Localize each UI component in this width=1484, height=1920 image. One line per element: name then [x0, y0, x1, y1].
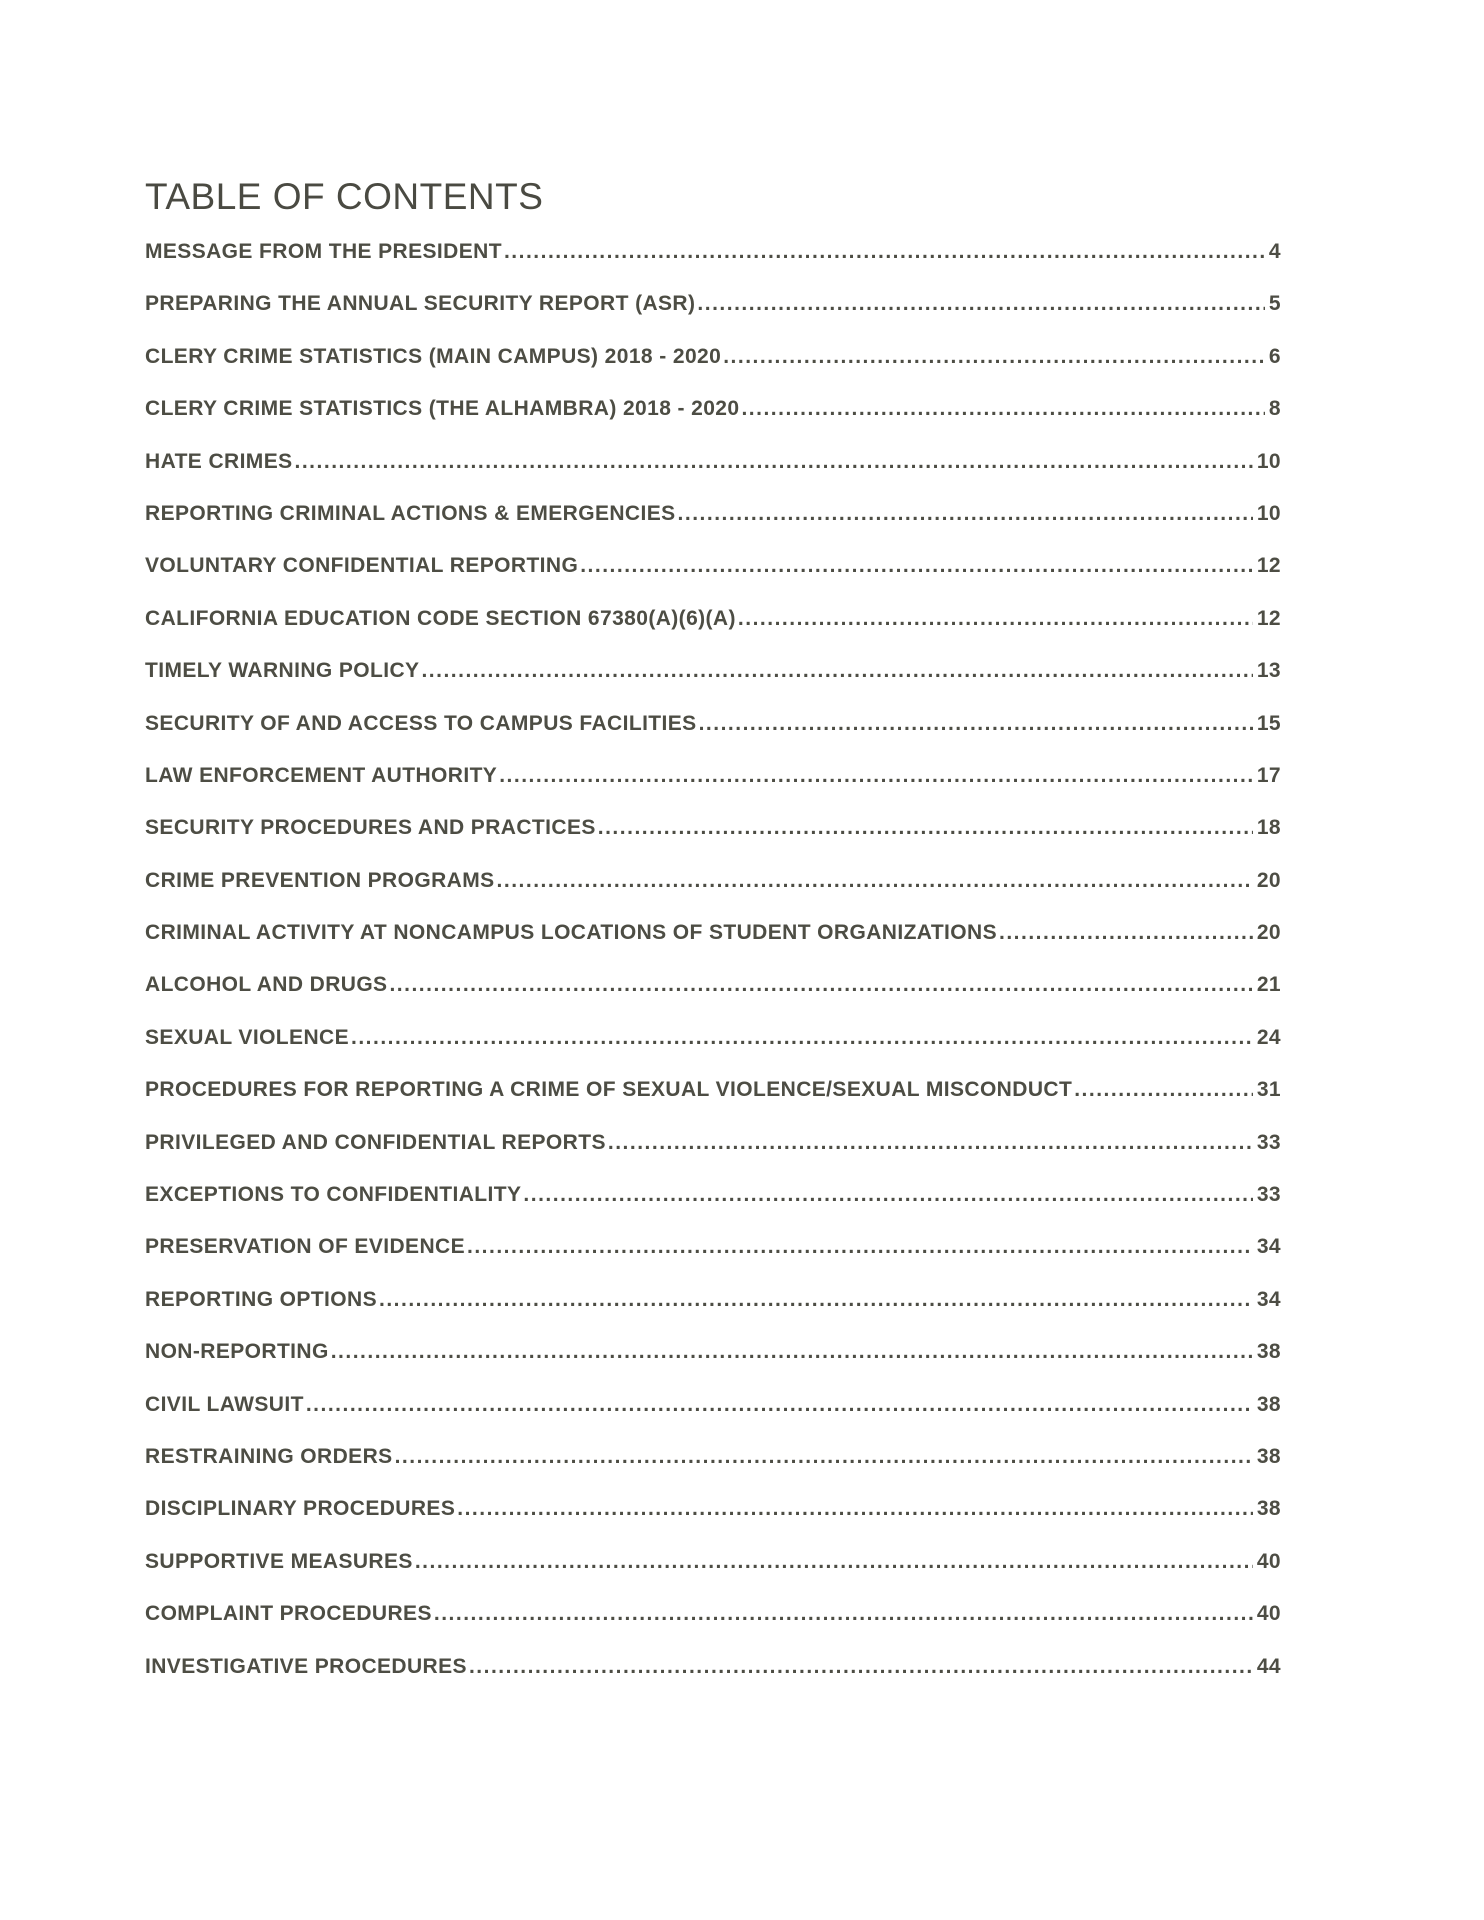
toc-entry-label: MESSAGE FROM THE PRESIDENT — [145, 240, 502, 263]
toc-entry-label: CRIME PREVENTION PROGRAMS — [145, 868, 495, 892]
dot-leader — [598, 816, 1253, 840]
dot-leader — [723, 345, 1265, 369]
toc-entry-label: PROCEDURES FOR REPORTING A CRIME OF SEXUAL VIOLENCE/SEXUAL MISCONDUCT — [145, 1078, 1073, 1102]
toc-entry[interactable] — [145, 816, 1281, 868]
dot-leader — [295, 450, 1253, 474]
toc-entry-label: SECURITY PROCEDURES AND PRACTICES — [145, 816, 596, 840]
toc-entry-page: 38 — [1256, 1444, 1281, 1468]
toc-entry-label: NON-REPORTING — [145, 1340, 329, 1364]
toc-entry-label: ALCOHOL AND DRUGS — [145, 973, 388, 997]
toc-entry-page: 34 — [1256, 1287, 1281, 1311]
toc-entry-label: CLERY CRIME STATISTICS (THE ALHAMBRA) 2018 - 2020 — [145, 397, 740, 421]
toc-entry[interactable] — [145, 764, 1281, 816]
toc-entry-page: 12 — [1256, 606, 1281, 630]
dot-leader — [999, 921, 1253, 945]
toc-entry-page: 17 — [1256, 763, 1281, 787]
toc-entry[interactable] — [145, 554, 1281, 606]
toc-entry-label: SECURITY OF AND ACCESS TO CAMPUS FACILITIES — [145, 711, 697, 735]
toc-entry-page: 4 — [1268, 240, 1281, 263]
dot-leader — [697, 292, 1265, 316]
dot-leader — [504, 240, 1265, 264]
toc-entry-page: 33 — [1256, 1183, 1281, 1207]
toc-entry-label: PREPARING THE ANNUAL SECURITY REPORT (ASR) — [145, 292, 696, 316]
toc-entry-label: EXCEPTIONS TO CONFIDENTIALITY — [145, 1183, 522, 1207]
toc-entry-page: 6 — [1268, 344, 1281, 368]
dot-leader — [395, 1445, 1253, 1469]
dot-leader — [457, 1497, 1253, 1521]
toc-entry-label: INVESTIGATIVE PROCEDURES — [145, 1654, 467, 1678]
toc-entry-page: 33 — [1256, 1130, 1281, 1154]
toc-entry-page: 38 — [1256, 1497, 1281, 1521]
dot-leader — [497, 869, 1253, 893]
toc-entry-label: SUPPORTIVE MEASURES — [145, 1549, 413, 1573]
toc-entry-page: 38 — [1256, 1340, 1281, 1364]
dot-leader — [580, 554, 1253, 578]
toc-entry[interactable] — [145, 1340, 1281, 1392]
dot-leader — [678, 502, 1253, 526]
toc-entry[interactable] — [145, 1288, 1281, 1340]
toc-entry-page: 40 — [1256, 1602, 1281, 1626]
toc-entry-page: 13 — [1256, 659, 1281, 683]
toc-entry[interactable] — [145, 292, 1281, 344]
toc-entry[interactable] — [145, 502, 1281, 554]
toc-entry[interactable] — [145, 1602, 1281, 1654]
toc-entry-page: 44 — [1256, 1654, 1281, 1678]
toc-entry-label: LAW ENFORCEMENT AUTHORITY — [145, 763, 498, 787]
dot-leader — [434, 1602, 1253, 1626]
toc-list — [145, 240, 1281, 1707]
dot-leader — [523, 1183, 1252, 1207]
dot-leader — [421, 659, 1252, 683]
toc-entry[interactable] — [145, 450, 1281, 502]
toc-entry[interactable] — [145, 869, 1281, 921]
dot-leader — [741, 397, 1264, 421]
toc-entry[interactable] — [145, 921, 1281, 973]
toc-entry-page: 21 — [1256, 973, 1281, 997]
toc-entry-page: 15 — [1256, 711, 1281, 735]
toc-entry-label: DISCIPLINARY PROCEDURES — [145, 1497, 456, 1521]
toc-entry[interactable] — [145, 607, 1281, 659]
dot-leader — [499, 764, 1253, 788]
toc-entry-page: 20 — [1256, 868, 1281, 892]
dot-leader — [738, 607, 1253, 631]
dot-leader — [467, 1235, 1253, 1259]
toc-entry-label: RESTRAINING ORDERS — [145, 1444, 393, 1468]
toc-entry[interactable] — [145, 1393, 1281, 1445]
dot-leader — [608, 1131, 1253, 1155]
toc-entry-page: 5 — [1268, 292, 1281, 316]
toc-title: TABLE OF CONTENTS — [145, 176, 544, 217]
toc-entry-label: VOLUNTARY CONFIDENTIAL REPORTING — [145, 554, 579, 578]
toc-entry[interactable] — [145, 973, 1281, 1025]
dot-leader — [306, 1393, 1253, 1417]
toc-entry-page: 10 — [1256, 501, 1281, 525]
toc-entry[interactable] — [145, 1235, 1281, 1287]
toc-entry-label: HATE CRIMES — [145, 449, 293, 473]
dot-leader — [379, 1288, 1253, 1312]
toc-entry-label: CIVIL LAWSUIT — [145, 1392, 304, 1416]
dot-leader — [469, 1655, 1253, 1679]
dot-leader — [1074, 1078, 1253, 1102]
toc-entry-label: CLERY CRIME STATISTICS (MAIN CAMPUS) 2018 - 2020 — [145, 344, 722, 368]
toc-entry-page: 38 — [1256, 1392, 1281, 1416]
toc-entry-label: TIMELY WARNING POLICY — [145, 659, 420, 683]
toc-entry-page: 12 — [1256, 554, 1281, 578]
toc-entry-label: REPORTING OPTIONS — [145, 1287, 377, 1311]
toc-entry-label: REPORTING CRIMINAL ACTIONS & EMERGENCIES — [145, 501, 676, 525]
toc-entry-page: 31 — [1256, 1078, 1281, 1102]
toc-entry[interactable] — [145, 712, 1281, 764]
toc-entry[interactable] — [145, 1445, 1281, 1497]
toc-entry[interactable] — [145, 1655, 1281, 1707]
dot-leader — [389, 973, 1252, 997]
toc-entry-label: CRIMINAL ACTIVITY AT NONCAMPUS LOCATIONS OF STUDENT ORGANIZATIONS — [145, 921, 997, 945]
toc-entry[interactable] — [145, 1026, 1281, 1078]
toc-entry-label: COMPLAINT PROCEDURES — [145, 1602, 432, 1626]
dot-leader — [331, 1340, 1253, 1364]
toc-entry-page: 40 — [1256, 1549, 1281, 1573]
toc-entry-page: 24 — [1256, 1025, 1281, 1049]
dot-leader — [351, 1026, 1253, 1050]
toc-entry-label: PRIVILEGED AND CONFIDENTIAL REPORTS — [145, 1130, 606, 1154]
toc-entry-label: CALIFORNIA EDUCATION CODE SECTION 67380(A)(6)(A) — [145, 606, 736, 630]
toc-entry[interactable] — [145, 659, 1281, 711]
toc-entry[interactable] — [145, 1131, 1281, 1183]
toc-entry[interactable] — [145, 240, 1281, 292]
toc-entry[interactable] — [145, 397, 1281, 449]
toc-entry-page: 20 — [1256, 921, 1281, 945]
toc-entry[interactable] — [145, 1550, 1281, 1602]
toc-entry-label: PRESERVATION OF EVIDENCE — [145, 1235, 465, 1259]
toc-entry[interactable] — [145, 1078, 1281, 1130]
toc-entry-page: 10 — [1256, 449, 1281, 473]
toc-entry-page: 34 — [1256, 1235, 1281, 1259]
dot-leader — [699, 712, 1253, 736]
dot-leader — [415, 1550, 1253, 1574]
toc-entry-page: 8 — [1268, 397, 1281, 421]
toc-entry-label: SEXUAL VIOLENCE — [145, 1025, 349, 1049]
toc-entry-page: 18 — [1256, 816, 1281, 840]
toc-entry[interactable] — [145, 345, 1281, 397]
toc-entry[interactable] — [145, 1183, 1281, 1235]
toc-entry[interactable] — [145, 1497, 1281, 1549]
